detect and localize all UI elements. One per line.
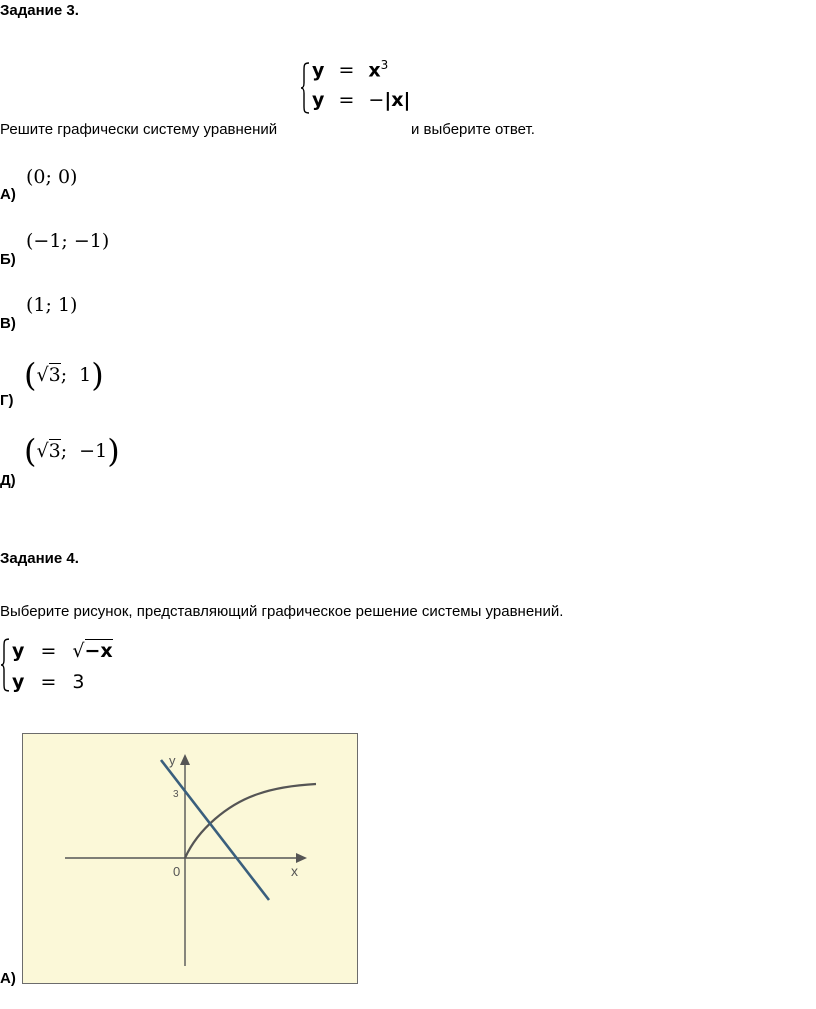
option-g-root: √: [36, 364, 49, 386]
task3-prompt-end: и выберите ответ.: [411, 121, 535, 138]
task3-eq1-exp: 3: [380, 58, 389, 72]
figure-a-label[interactable]: А): [0, 970, 16, 987]
option-g-radicand: 3: [48, 364, 61, 386]
option-d-radicand: 3: [48, 440, 61, 462]
option-d-label[interactable]: Д): [0, 472, 16, 489]
option-d-open: (: [24, 432, 37, 470]
figure-a-graph[interactable]: [22, 733, 358, 984]
x-axis-arrow-icon: [296, 853, 307, 863]
task3-eq1-lhs: y: [312, 59, 325, 82]
option-g-open: (: [24, 356, 37, 394]
task3-eq2-sign: −: [368, 89, 385, 111]
y-axis-arrow-icon: [180, 754, 190, 765]
task3-system: [300, 58, 420, 118]
task4-prompt: Выберите рисунок, представляющий графическое решение системы уравнений.: [0, 603, 564, 620]
option-a-label[interactable]: А): [0, 186, 16, 203]
option-a-value: (0; 0): [26, 166, 78, 188]
task3-eq2-abs: |x|: [384, 89, 411, 111]
y-tick-label: 3: [173, 789, 179, 800]
brace-icon: [300, 62, 310, 114]
task4-eq2-rhs: 3: [72, 671, 85, 693]
task3-prompt: Решите графически систему уравнений: [0, 121, 278, 138]
task4-eq1-op: =: [40, 640, 57, 662]
option-d-close: ): [107, 432, 120, 470]
task4-system: [0, 636, 160, 696]
figure-a-plot: [23, 734, 359, 985]
origin-label: 0: [173, 864, 181, 879]
task4-eq1-lhs: y: [12, 640, 25, 662]
task4-eq1-radicand: −x: [84, 640, 113, 662]
option-g-value: [24, 356, 104, 394]
task3-eq2-op: =: [338, 89, 355, 111]
task3-eq1-op: =: [338, 59, 355, 82]
brace-icon: [0, 638, 10, 692]
task4-eq2-op: =: [40, 671, 57, 693]
curve-sqrt: [185, 784, 316, 858]
task4-title: Задание 4.: [0, 550, 79, 567]
option-g-label[interactable]: Г): [0, 392, 14, 409]
task3-eq2-lhs: y: [312, 89, 325, 111]
task3-title: Задание 3.: [0, 2, 79, 19]
option-g-close: ): [91, 356, 104, 394]
option-d-value: [24, 432, 120, 470]
line-graph: [161, 760, 269, 900]
y-axis-label: y: [169, 753, 176, 768]
x-axis-label: x: [291, 863, 298, 879]
task3-eq1-rhs: x: [368, 59, 381, 82]
option-g-rest: ; 1: [60, 364, 92, 386]
option-v-label[interactable]: В): [0, 315, 16, 332]
option-d-root: √: [36, 440, 49, 462]
task4-eq1-root: √: [72, 640, 85, 662]
task4-eq2-lhs: y: [12, 671, 25, 693]
option-d-rest: ; −1: [60, 440, 108, 462]
option-b-label[interactable]: Б): [0, 251, 16, 268]
option-v-value: (1; 1): [26, 294, 78, 316]
option-b-value: (−1; −1): [26, 230, 110, 252]
